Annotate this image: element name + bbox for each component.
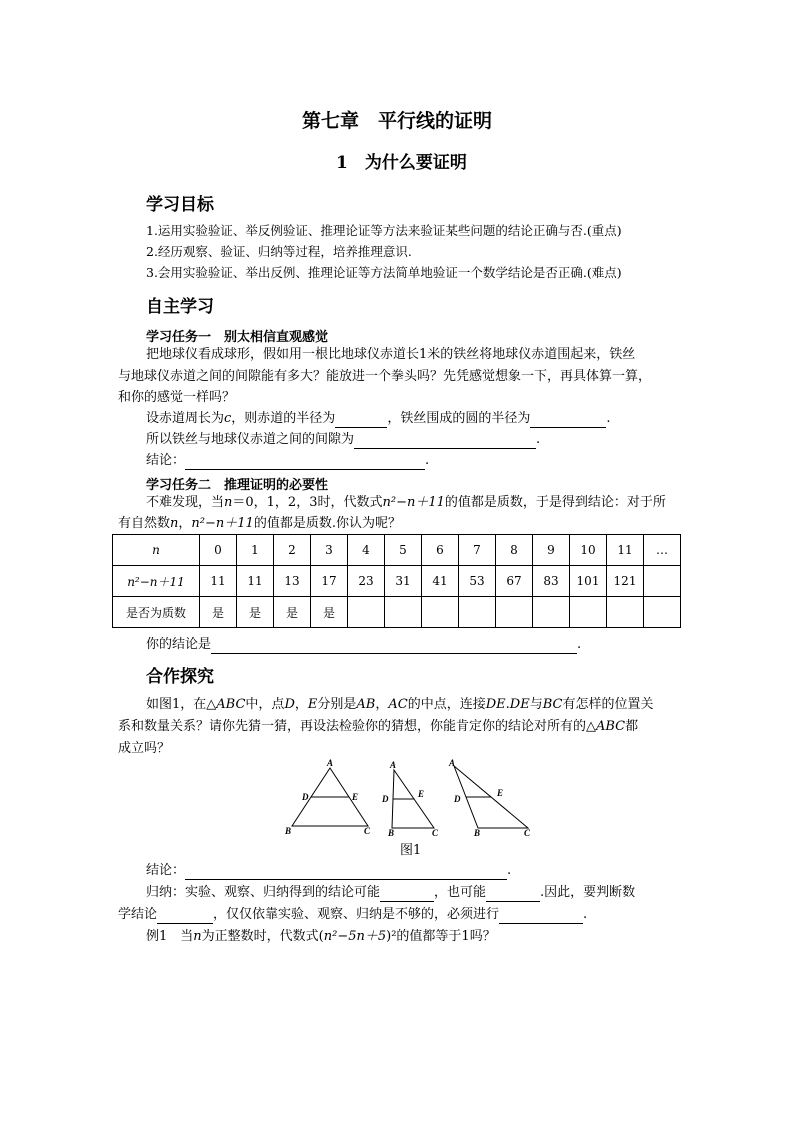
table-cell[interactable]: [459, 597, 496, 628]
table-cell[interactable]: [385, 597, 422, 628]
summary2-b: ，仅仅依靠实验、观察、归纳是不够的，必须进行: [213, 907, 500, 922]
table-cell: 13: [274, 566, 311, 597]
t2-expr: n²−n＋11: [382, 495, 445, 510]
table-cell: [644, 566, 681, 597]
prime-table: [112, 534, 681, 628]
label-b-2: B: [388, 828, 395, 838]
c-j: AC: [388, 697, 408, 712]
table-cell: 41: [422, 566, 459, 597]
coop-conclusion-blank[interactable]: [185, 865, 507, 880]
task1-question-radius: 设赤道周长为c，则赤道的半径为 ，铁丝围成的圆的半径为 .: [146, 411, 611, 426]
table-cell: 3: [311, 535, 348, 566]
t2-text-a: 不难发现，当: [146, 495, 225, 510]
example-a: 例1 当: [146, 929, 194, 944]
task1-question-gap: 所以铁丝与地球仪赤道之间的间隙为 .: [146, 432, 541, 447]
table-cell: 是: [274, 597, 311, 628]
triangle-2: [392, 770, 434, 828]
table-cell[interactable]: [348, 597, 385, 628]
table-cell: 11: [237, 566, 274, 597]
table-row-n: [113, 535, 681, 566]
c-i: ，: [375, 697, 389, 712]
label-d-1: D: [302, 792, 309, 802]
summary-a: 归纳：实验、观察、归纳得到的结论可能: [146, 885, 381, 900]
table-cell: 17: [311, 566, 348, 597]
label-e-1: E: [352, 792, 359, 802]
table-cell: 0: [200, 535, 237, 566]
q1-text-c: ，铁丝围成的圆的半径为: [387, 411, 531, 426]
table-cell: …: [644, 535, 681, 566]
row-label-expr: n²−n＋11: [113, 566, 200, 597]
c2-c: 都: [625, 719, 639, 734]
table-cell: 10: [570, 535, 607, 566]
table-cell: 是: [311, 597, 348, 628]
label-b-3: B: [474, 828, 481, 838]
triangle-3: [454, 766, 528, 828]
t2-expr2: n²−n＋11: [191, 516, 254, 531]
table-cell: 23: [348, 566, 385, 597]
q1-text-b: ，则赤道的半径为: [231, 411, 336, 426]
summary-blank-1[interactable]: [380, 887, 434, 902]
c-f: E: [307, 697, 318, 712]
goal-item-1: 1.运用实验验证、举反例验证、推理论证等方法来验证某些问题的结论正确与否.(重点): [146, 223, 622, 238]
gap-blank[interactable]: [354, 434, 536, 449]
t2-text-2a: 有自然数: [118, 516, 171, 531]
label-b-1: B: [285, 826, 292, 836]
row-label-n: n: [113, 535, 200, 566]
c2-a: 系和数量关系？请你先猜一猜，再设法检验你的猜想，你能肯定你的结论对所有的△: [118, 719, 596, 734]
table-cell: 31: [385, 566, 422, 597]
t2-text-c: ＝0，1，2，3时，代数式: [232, 495, 383, 510]
task2-title: 学习任务二 推理证明的必要性: [146, 478, 329, 493]
table-cell: 11: [200, 566, 237, 597]
table-cell: 121: [607, 566, 644, 597]
c-b: ABC: [216, 697, 246, 712]
coop-conclusion-label: 结论：: [146, 863, 186, 878]
t2-var-n: n: [224, 495, 233, 510]
figure-1: [282, 756, 542, 838]
table-cell[interactable]: [607, 597, 644, 628]
task1-para-line-3: 和你的感觉一样吗？: [118, 390, 236, 405]
label-a-1: A: [327, 758, 334, 768]
c-l: DE: [485, 697, 506, 712]
label-c-3: C: [524, 828, 531, 838]
table-cell: 101: [570, 566, 607, 597]
coop-para-line-1: [146, 696, 654, 714]
section-title: 1 为什么要证明: [336, 153, 467, 173]
table-cell[interactable]: [422, 597, 459, 628]
label-a-2: A: [390, 760, 397, 770]
table-cell: 6: [422, 535, 459, 566]
summary-blank-3[interactable]: [157, 909, 213, 924]
example-1: [146, 928, 496, 946]
table-cell: 11: [607, 535, 644, 566]
example-e: )²的值都等于1吗？: [386, 929, 496, 944]
summary2-a: 学结论: [118, 907, 158, 922]
table-cell: 8: [496, 535, 533, 566]
label-e-2: E: [418, 789, 425, 799]
task2-para-line-2: [118, 515, 401, 533]
summary-line-1: [146, 884, 635, 902]
wire-radius-blank[interactable]: [530, 413, 606, 428]
c-k: 的中点，连接: [407, 697, 486, 712]
task1-conclusion-blank[interactable]: [185, 455, 425, 470]
coop-para-line-2: [118, 718, 638, 736]
table-cell: 是: [237, 597, 274, 628]
table-cell: 7: [459, 535, 496, 566]
c-m: .: [505, 697, 510, 712]
table-row-expr: [113, 566, 681, 597]
goal-item-3: 3.会用实验验证、举出反例、推理论证等方法简单地验证一个数学结论是否正确.(难点): [146, 265, 622, 280]
c-n: DE: [509, 697, 530, 712]
coop-para-line-3: 成立吗？: [118, 741, 171, 756]
label-d-2: D: [382, 794, 389, 804]
table-row-prime: [113, 597, 681, 628]
row-label-prime: 是否为质数: [113, 597, 200, 628]
coop-heading: 合作探究: [146, 667, 214, 687]
table-cell[interactable]: [644, 597, 681, 628]
table-cell: 83: [533, 566, 570, 597]
coop-conclusion: 结论： .: [146, 863, 512, 878]
t2-text-2e: 的值都是质数.你认为呢？: [253, 516, 401, 531]
your-conclusion-blank[interactable]: [211, 639, 577, 654]
goals-heading: 学习目标: [146, 195, 214, 215]
your-conclusion-label: 你的结论是: [146, 637, 212, 652]
c-o: 与: [529, 697, 543, 712]
table-cell: 4: [348, 535, 385, 566]
conclusion-label: 结论：: [146, 453, 186, 468]
example-c: 为正整数时，代数式(: [201, 929, 324, 944]
your-conclusion: 你的结论是 .: [146, 637, 582, 652]
task2-para-line-1: [146, 494, 666, 512]
t2-text-2c: ，: [178, 516, 192, 531]
q1-var: c: [224, 411, 232, 426]
task1-para-line-1: 把地球仪看成球形，假如用一根比地球仪赤道长1米的铁丝将地球仪赤道围起来，铁丝: [146, 347, 636, 362]
c-q: 有怎样的位置关: [562, 697, 654, 712]
table-cell[interactable]: [496, 597, 533, 628]
task1-title: 学习任务一 别太相信直观感觉: [146, 330, 329, 345]
radius-blank[interactable]: [335, 413, 387, 428]
summary-blank-2[interactable]: [486, 887, 540, 902]
example-b: n: [193, 929, 202, 944]
table-cell[interactable]: [570, 597, 607, 628]
self-study-heading: 自主学习: [146, 297, 214, 317]
label-e-3: E: [497, 788, 504, 798]
table-cell: 是: [200, 597, 237, 628]
c-h: AB: [356, 697, 376, 712]
label-a-3: A: [449, 758, 456, 768]
t2-var-n2: n: [170, 516, 179, 531]
label-d-3: D: [454, 794, 461, 804]
table-cell: 1: [237, 535, 274, 566]
q1-text-a: 设赤道周长为: [146, 411, 225, 426]
c-g: 分别是: [317, 697, 357, 712]
summary-line-2: 学结论 ，仅仅依靠实验、观察、归纳是不够的，必须进行 .: [118, 907, 588, 922]
chapter-title: 第七章 平行线的证明: [302, 110, 493, 132]
c-a: 如图1，在△: [146, 697, 217, 712]
c2-b: ABC: [596, 719, 626, 734]
task1-para-line-2: 与地球仪赤道之间的间隙能有多大？能放进一个拳头吗？先凭感觉想象一下，再具体算一算，: [118, 369, 652, 384]
table-cell: 67: [496, 566, 533, 597]
task1-conclusion: 结论： .: [146, 453, 430, 468]
figure-caption: 图1: [400, 843, 422, 858]
table-cell: 5: [385, 535, 422, 566]
c-c: 中，点: [245, 697, 285, 712]
table-cell: 9: [533, 535, 570, 566]
q2-text: 所以铁丝与地球仪赤道之间的间隙为: [146, 432, 355, 447]
summary-blank-4[interactable]: [499, 909, 583, 924]
summary-b: ，也可能: [434, 885, 487, 900]
example-d: n²−5n＋5: [323, 929, 387, 944]
table-cell[interactable]: [533, 597, 570, 628]
goal-item-2: 2.经历观察、验证、归纳等过程，培养推理意识.: [146, 244, 412, 259]
c-p: BC: [542, 697, 563, 712]
c-e: ，: [294, 697, 308, 712]
t2-text-e: 的值都是质数，于是得到结论：对于所: [444, 495, 666, 510]
label-c-2: C: [432, 828, 439, 838]
table-cell: 2: [274, 535, 311, 566]
label-c-1: C: [364, 826, 371, 836]
c-d: D: [284, 697, 295, 712]
summary-c: .因此，要判断数: [540, 885, 636, 900]
table-cell: 53: [459, 566, 496, 597]
